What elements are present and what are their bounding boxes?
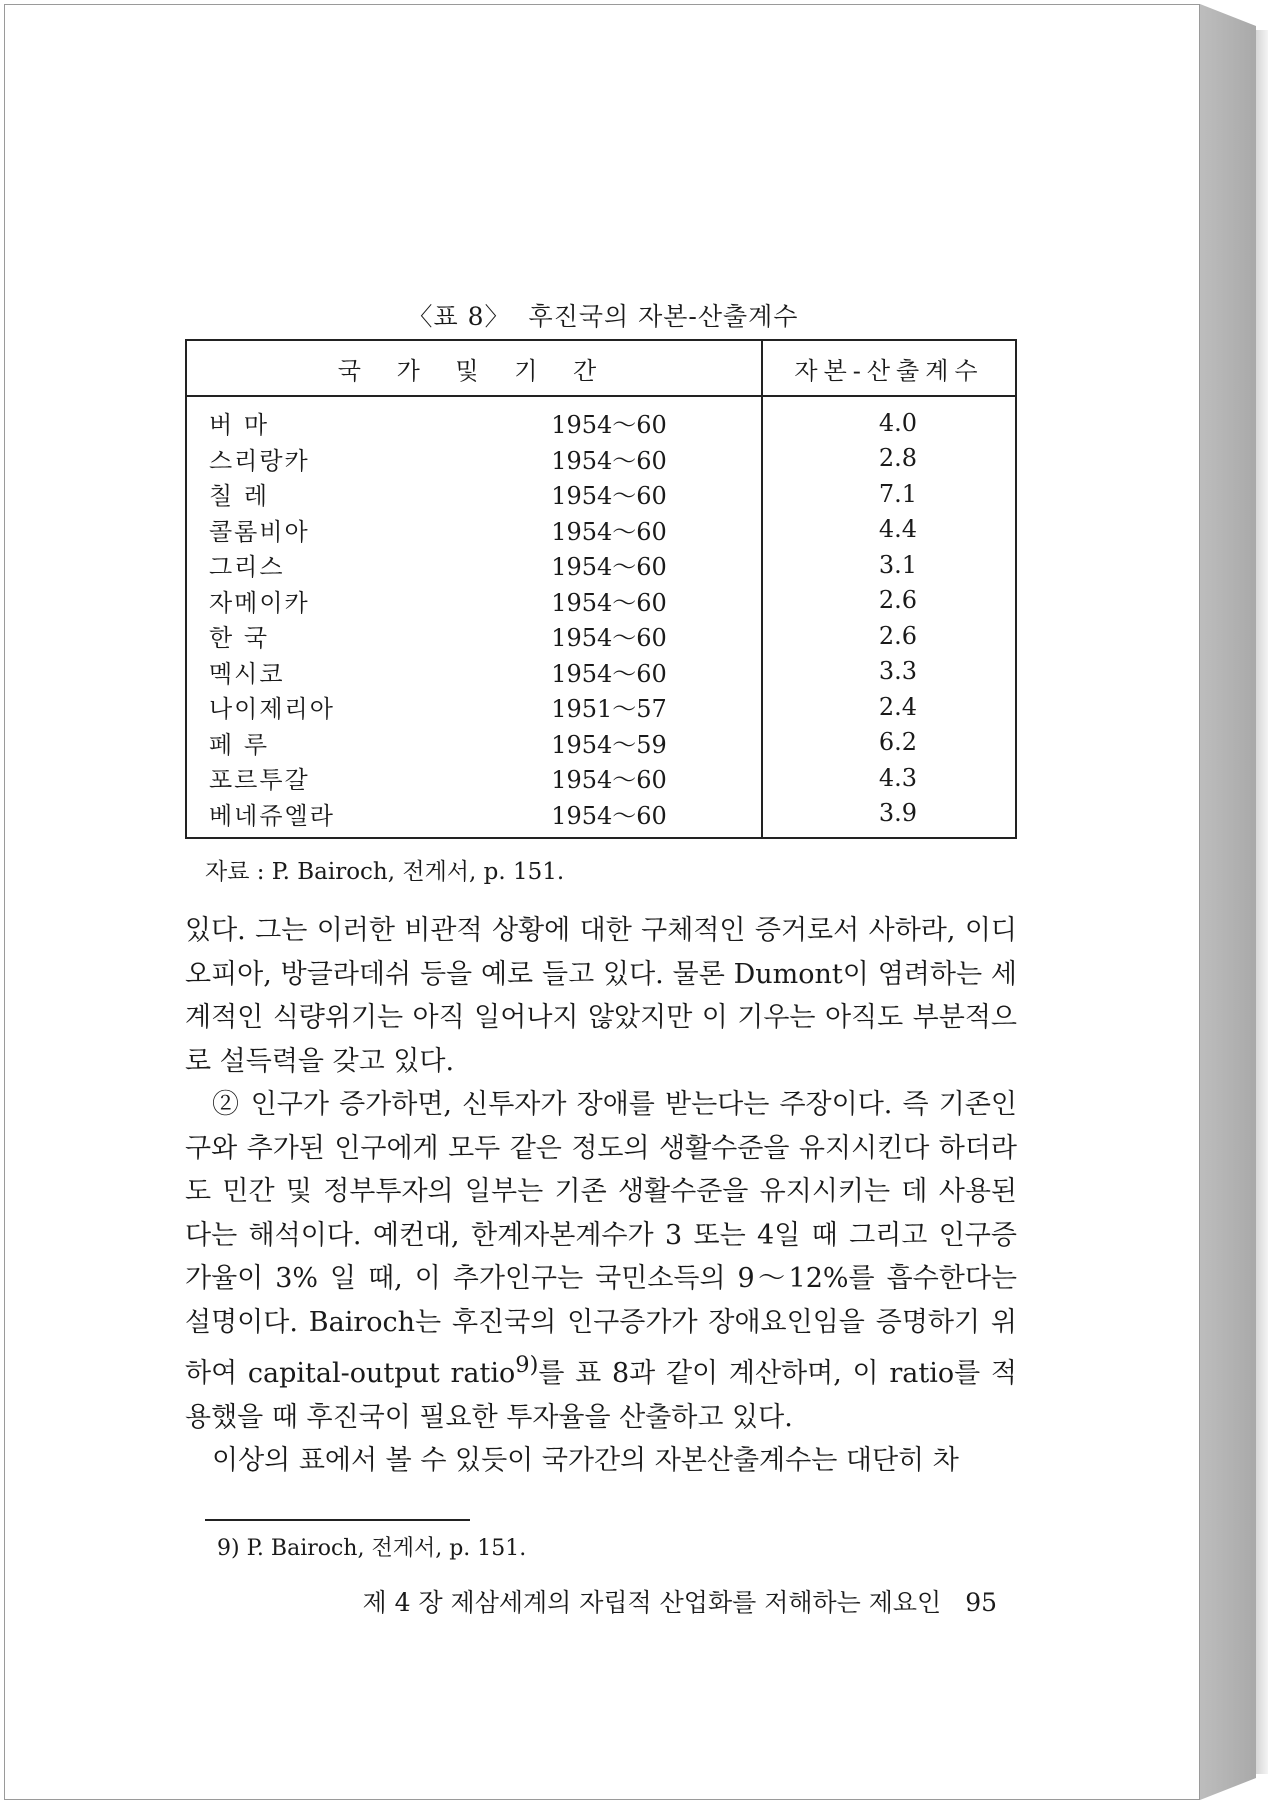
table-caption: [5, 297, 1201, 333]
paragraph-1: 있다. 그는 이러한 비관적 상황에 대한 구체적인 증거로서 사하라, 이디오피아, 방글라데쉬 등을 예로 들고 있다. 물론 Dumont이 염려하는 세계적인 식량위기는 아직 일어나지 않았지만 이 기우는 아직도 부분적으로 설득력을 갖고 있다.: [185, 915, 1017, 1077]
table-row: [186, 618, 1016, 654]
cell-coefficient: 2.6: [762, 583, 1016, 619]
table-source: 자료 : P. Bairoch, 전게서, p. 151.: [205, 859, 565, 885]
cell-period: 1954～60: [551, 517, 667, 546]
capital-output-table: [185, 339, 1017, 839]
chapter-title: 제 4 장 제삼세계의 자립적 산업화를 저해하는 제요인: [362, 1588, 942, 1617]
cell-country: 칠 레: [186, 476, 399, 512]
footnote-ref: 9): [515, 1352, 539, 1378]
cell-country: 페 루: [186, 725, 399, 761]
cell-period: 1954～60: [551, 659, 667, 688]
table-row: [186, 689, 1016, 725]
header-country-period: 국 가 및 기 간: [186, 340, 762, 396]
table-row: [186, 583, 1016, 619]
table-row: [186, 796, 1016, 839]
cell-coefficient: 2.6: [762, 618, 1016, 654]
cell-coefficient: 2.8: [762, 441, 1016, 477]
paragraph-2-rest: 를 표 8과 같이 계산하며, 이 ratio를 적용했을 때 후진국이 필요한 투자율을 산출하고 있다.: [185, 1358, 1017, 1433]
cell-period: 1954～60: [551, 411, 667, 440]
cell-country: 버 마: [186, 396, 399, 441]
cell-country: 멕시코: [186, 654, 399, 690]
page-edge-shadow: [1256, 30, 1268, 1774]
cell-country: 그리스: [186, 547, 399, 583]
table-row: [186, 760, 1016, 796]
table-header-row: [186, 340, 1016, 396]
page-footer: [5, 1583, 997, 1619]
cell-period: 1954～60: [399, 796, 762, 839]
table-row: [186, 547, 1016, 583]
cell-coefficient: 4.4: [762, 512, 1016, 548]
table-caption-title: 후진국의 자본-산출계수: [528, 302, 799, 331]
cell-period: 1951～57: [551, 695, 667, 724]
cell-country: 베네쥬엘라: [186, 796, 399, 839]
cell-period: 1954～60: [551, 588, 667, 617]
table-row: [186, 654, 1016, 690]
cell-country: 나이제리아: [186, 689, 399, 725]
table-row: [186, 441, 1016, 477]
cell-period: 1954～60: [551, 553, 667, 582]
cell-country: 한 국: [186, 618, 399, 654]
cell-coefficient: 3.3: [762, 654, 1016, 690]
body-text: [185, 909, 1017, 1483]
table-row: [186, 476, 1016, 512]
page-number: 95: [965, 1588, 997, 1617]
cell-coefficient: 7.1: [762, 476, 1016, 512]
cell-period: 1954～60: [551, 446, 667, 475]
cell-country: 스리랑카: [186, 441, 399, 477]
paragraph-3: 이상의 표에서 볼 수 있듯이 국가간의 자본산출계수는 대단히 차: [212, 1445, 959, 1476]
cell-period: 1954～60: [551, 766, 667, 795]
footnote-rule: [205, 1519, 470, 1521]
header-coefficient: 자본-산출계수: [762, 340, 1016, 396]
cell-coefficient: 4.0: [762, 396, 1016, 441]
cell-coefficient: 3.9: [762, 796, 1016, 839]
table-row: [186, 396, 1016, 441]
paragraph-2-text: ② 인구가 증가하면, 신투자가 장애를 받는다는 주장이다. 즉 기존인구와 추가된 인구에게 모두 같은 정도의 생활수준을 유지시킨다 하더라도 민간 및 정부투자의 일부는 기존 생활수준을 유지시키는 데 사용된다는 해석이다. 예컨대, 한계자본계수가 3 또는 4일 때 그리고 인구증가율이 3% 일 때, 이 추가인구는 국민소득의 9～12%를 흡수한다는 설명이다. Bairoch는 후진국의 인구증가가 장애요인임을 증명하기 위하여 capital-output ratio: [185, 1089, 1017, 1389]
table-caption-number: 〈표 8〉: [407, 302, 511, 331]
cell-coefficient: 3.1: [762, 547, 1016, 583]
book-page: [4, 4, 1200, 1800]
cell-country: 포르투갈: [186, 760, 399, 796]
table-row: [186, 725, 1016, 761]
cell-coefficient: 4.3: [762, 760, 1016, 796]
cell-coefficient: 6.2: [762, 725, 1016, 761]
paragraph-2: [185, 1083, 1017, 1439]
cell-period: 1954～60: [551, 482, 667, 511]
table-row: [186, 512, 1016, 548]
cell-coefficient: 2.4: [762, 689, 1016, 725]
cell-country: 콜롬비아: [186, 512, 399, 548]
cell-period: 1954～60: [551, 624, 667, 653]
cell-period: 1954～59: [551, 730, 667, 759]
page-edge: [1200, 4, 1256, 1800]
footnote: 9) P. Bairoch, 전게서, p. 151.: [217, 1536, 527, 1561]
cell-country: 자메이카: [186, 583, 399, 619]
